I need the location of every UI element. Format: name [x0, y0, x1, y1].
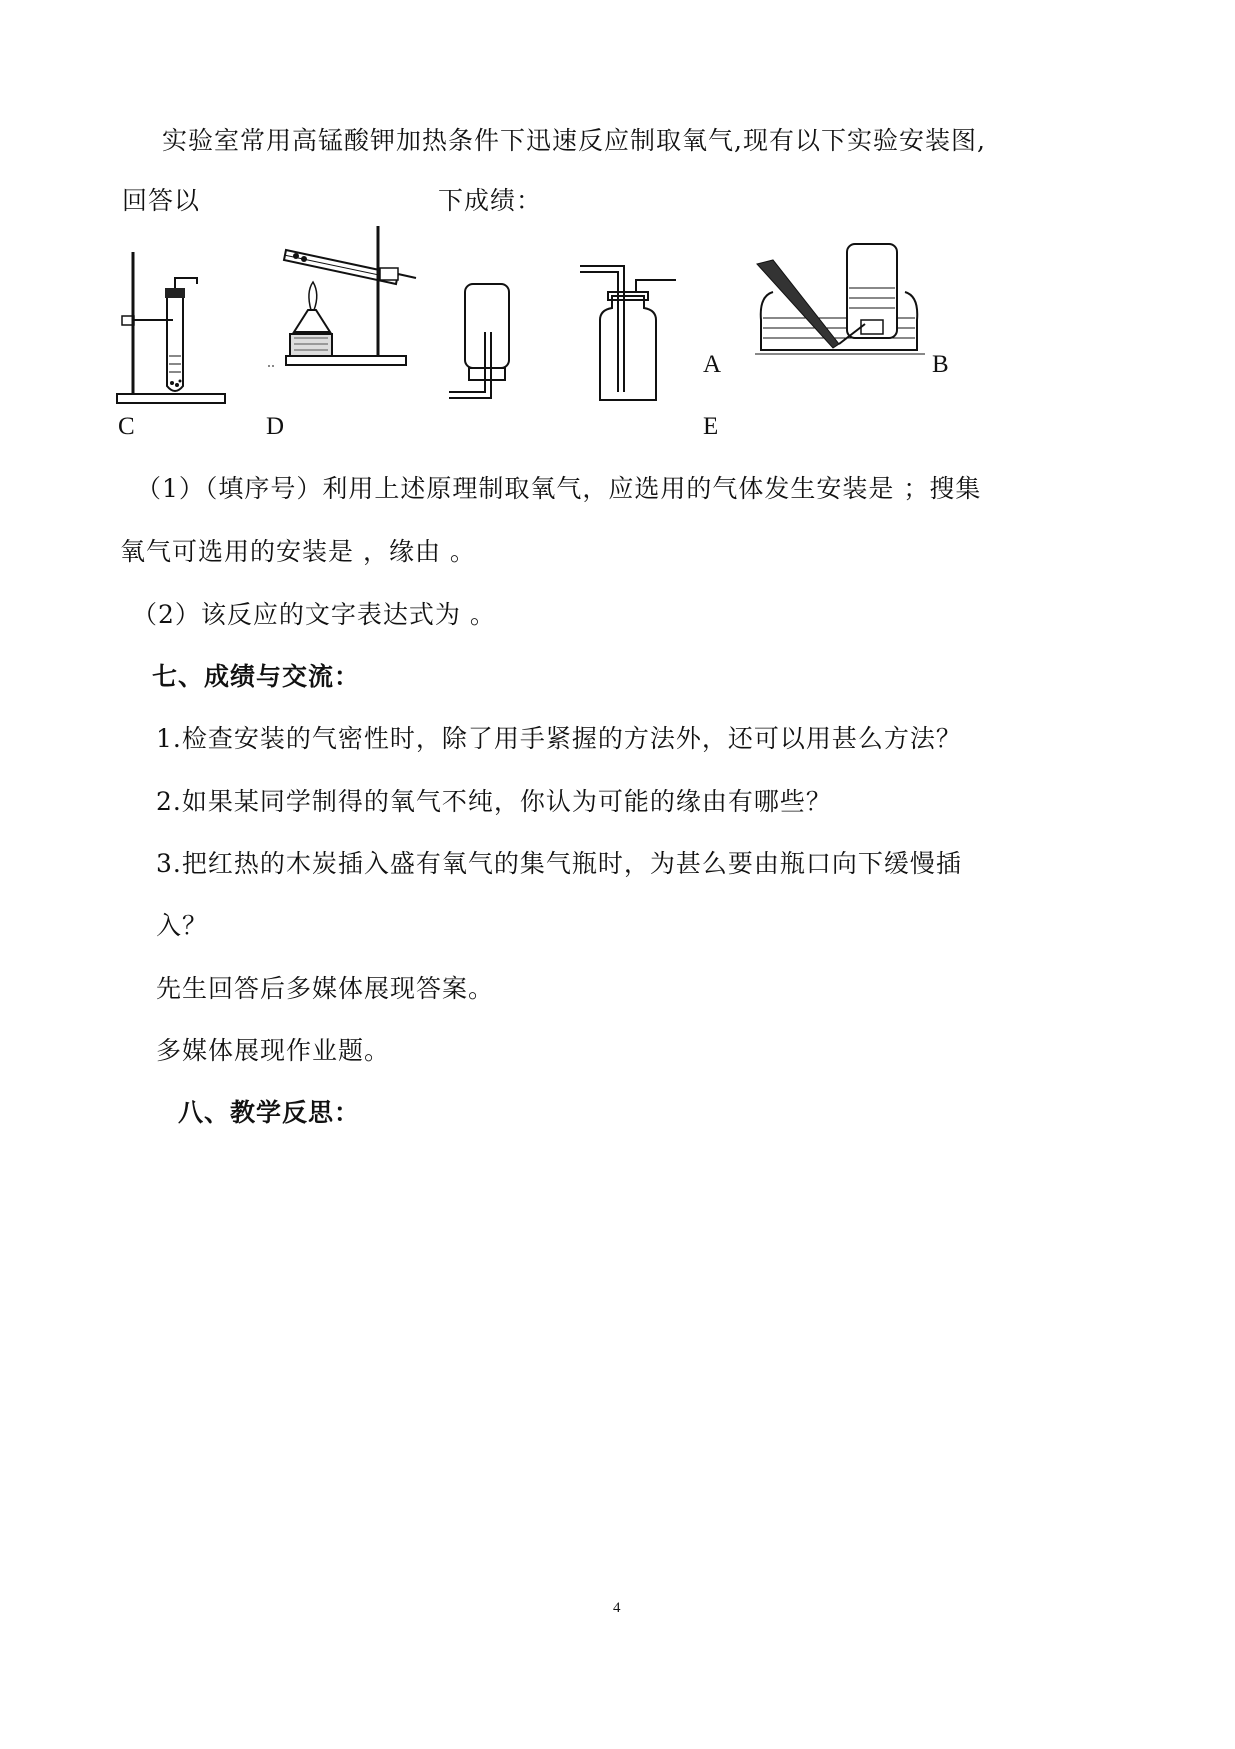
apparatus-c-upright-test-tube-diagram [115, 248, 230, 408]
figure-label-d: D [266, 413, 285, 440]
question-2: （2）该反应的文字表达式为 。 [132, 600, 496, 629]
intro-line-1: 实验室常用高锰酸钾加热条件下迅速反应制取氧气,现有以下实验安装图, [162, 126, 986, 155]
section-7-note-2: 多媒体展现作业题。 [156, 1036, 391, 1065]
section-8-heading: 八、教学反思： [178, 1098, 361, 1127]
question-1-line-1: （1）（填序号）利用上述原理制取氧气，应选用的气体发生安装是 ；搜集 [136, 474, 982, 503]
figure-label-e: E [703, 413, 719, 440]
section-7-note-1: 先生回答后多媒体展现答案。 [156, 974, 495, 1003]
intro-line-2b: 下成绩： [438, 186, 543, 215]
figure-label-a: A [703, 351, 722, 378]
section-7-item-3: 3.把红热的木炭插入盛有氧气的集气瓶时，为甚么要由瓶口向下缓慢插 [156, 849, 962, 878]
apparatus-wash-bottle-diagram [578, 262, 678, 402]
section-7-item-3-cont: 入？ [156, 911, 209, 940]
figure-label-c: C [118, 413, 135, 440]
section-7-heading: 七、成绩与交流： [152, 662, 361, 691]
section-7-item-2: 2.如果某同学制得的氧气不纯，你认为可能的缘由有哪些？ [156, 787, 832, 816]
page-number: 4 [613, 1600, 621, 1616]
apparatus-water-displacement-diagram [755, 240, 925, 362]
figure-label-b: B [932, 351, 949, 378]
apparatus-inverted-gas-jar-diagram [445, 282, 515, 402]
intro-line-2a: 回答以 [122, 186, 201, 215]
apparatus-d-heated-test-tube-diagram [268, 222, 418, 370]
section-7-item-1: 1.检查安装的气密性时，除了用手紧握的方法外，还可以用甚么方法？ [156, 724, 962, 753]
question-1-line-2: 氧气可选用的安装是 ，缘由 。 [120, 537, 476, 566]
